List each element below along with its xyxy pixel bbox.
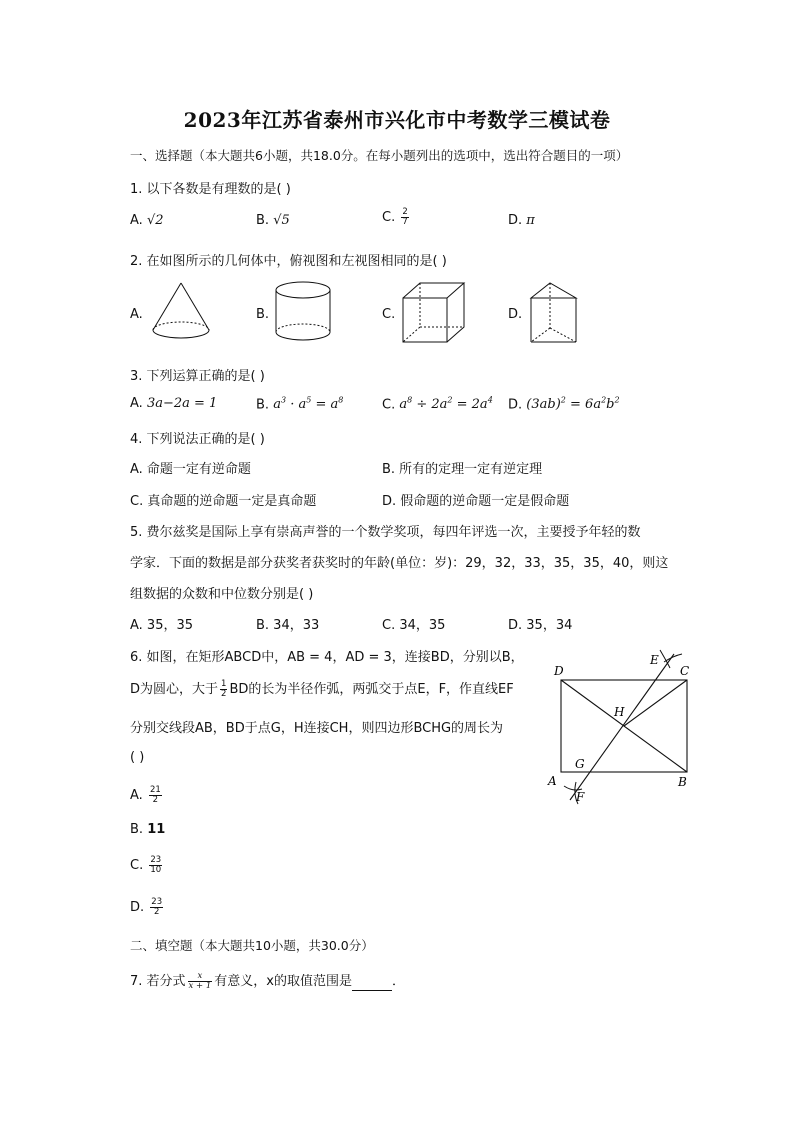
q4-option-d[interactable]: D. 假命题的逆命题一定是假命题 [382,494,570,509]
q5-option-b[interactable]: B. 34，33 [256,618,320,633]
question-6-line-1: 6. 如图，在矩形ABCD中，AB = 4，AD = 3，连接BD，分别以B， [130,650,524,665]
q4-option-c[interactable]: C. 真命题的逆命题一定是真命题 [130,494,317,509]
option-letter: D. [508,213,523,228]
option-value: 11 [147,822,166,837]
option-letter: B. [130,822,144,837]
q1-option-b[interactable] [256,213,290,228]
option-letter: C. [382,397,396,413]
q4-option-b[interactable]: B. 所有的定理一定有逆定理 [382,462,543,477]
fraction [149,856,162,875]
question-5-line-1: 5. 费尔兹奖是国际上享有崇高声誉的一个数学奖项，每四年评选一次，主要授予年轻的数 [130,525,641,540]
fraction-denominator: 7 [402,217,408,227]
q6-option-d[interactable] [130,898,165,917]
page-title: 2023年江苏省泰州市兴化市中考数学三模试卷 [183,108,611,132]
question-4-stem: 4. 下列说法正确的是( ) [130,432,265,447]
fraction-numerator: x [188,972,213,982]
option-value: $a^8 \div 2a^2 = 2a^4$ [399,396,493,413]
option-letter: C. [382,210,396,225]
option-letter: A. [130,396,143,411]
fraction [188,972,213,991]
text-part: D为圆心，大于 [130,682,219,697]
option-value: $(3ab)^2 = 6a^2b^2$ [526,396,620,413]
q3-option-c[interactable] [382,396,493,412]
q2-option-a-label[interactable]: A. [130,307,143,322]
option-value: √5 [273,213,290,228]
q6-option-b[interactable] [130,822,165,837]
q3-option-d[interactable] [508,396,620,412]
label-f: F [576,790,585,804]
question-7 [130,970,405,991]
text-part: ． [391,974,405,989]
section-heading-fill: 二、填空题（本大题共10小题，共30.0分） [130,938,374,953]
label-g: G [575,757,585,771]
question-5-line-3: 组数据的众数和中位数分别是( ) [130,587,314,602]
segment-ch [624,680,687,726]
q2-option-b-label[interactable]: B. [256,307,270,322]
section-heading-choice: 一、选择题（本大题共6小题，共18.0分。在每小题列出的选项中，选出符合题目的一项） [130,148,629,163]
cone-figure [150,280,212,344]
question-6-line-2 [130,678,514,699]
q2-option-d-label[interactable]: D. [508,307,523,322]
fraction-half [220,680,227,699]
fraction-denominator: 10 [150,865,162,875]
q1-option-c[interactable] [382,208,411,227]
q5-option-a[interactable]: A. 35，35 [130,618,194,633]
label-h: H [614,705,625,719]
label-e: E [650,653,659,667]
fraction-denominator: 2 [152,795,159,805]
question-1-stem: 1. 以下各数是有理数的是( ) [130,182,291,197]
question-6-line-4: ( ) [130,750,145,765]
option-letter: A. [130,213,143,228]
q6-option-c[interactable] [130,856,164,875]
fraction [401,208,408,227]
option-letter: D. [130,900,145,915]
option-letter: D. [508,397,523,413]
fraction-denominator: x + 1 [188,981,212,991]
q5-option-c[interactable]: C. 34，35 [382,618,446,633]
cylinder-figure [273,280,333,346]
fraction-numerator: 23 [151,897,163,907]
fraction [150,898,163,917]
line-ef [570,654,674,800]
question-6-line-3: 分别交线段AB，BD于点G，H连接CH，则四边形BCHG的周长为 [130,721,504,736]
q3-option-a[interactable] [130,396,217,411]
fraction-numerator: 21 [149,785,161,795]
label-b: B [678,775,687,789]
question-2-stem: 2. 在如图所示的几何体中，俯视图和左视图相同的是( ) [130,254,447,269]
rectangle-abcd-figure [540,648,700,806]
fraction-denominator: 2 [221,689,227,699]
q6-option-a[interactable] [130,786,164,805]
question-3-stem: 3. 下列运算正确的是( ) [130,369,265,384]
text-part: 7. 若分式 [130,974,186,989]
label-c: C [680,664,690,678]
label-a: A [548,774,557,788]
fraction-denominator: 2 [154,907,160,917]
option-letter: B. [256,397,270,413]
q5-option-d[interactable]: D. 35，34 [508,618,573,633]
fraction-numerator: 23 [150,855,162,865]
cube-figure [400,280,466,346]
fraction-numerator: 2 [402,207,408,217]
q1-option-a[interactable] [130,213,164,228]
option-value: $a^3 \cdot a^5 = a^8$ [273,396,344,413]
option-value: π [526,213,535,228]
q1-option-d[interactable] [508,213,535,228]
question-5-line-2: 学家．下面的数据是部分获奖者获奖时的年龄(单位：岁)：29，32，33，35，35，40，则这 [130,556,669,571]
fraction [149,786,162,805]
option-letter: C. [130,858,144,873]
option-value: √2 [146,213,164,228]
q4-option-a[interactable]: A. 命题一定有逆命题 [130,462,251,477]
option-value: 3a−2a = 1 [146,396,218,411]
fraction-numerator: 1 [221,679,227,689]
label-d: D [554,664,564,678]
prism-figure [528,280,580,346]
q2-option-c-label[interactable]: C. [382,307,396,322]
option-letter: A. [130,788,143,803]
option-letter: B. [256,213,270,228]
q3-option-b[interactable] [256,396,343,412]
text-part: 有意义，x的取值范围是 [214,974,352,989]
answer-blank[interactable] [352,978,392,991]
text-part: BD的长为半径作弧，两弧交于点E，F，作直线EF [229,682,514,697]
